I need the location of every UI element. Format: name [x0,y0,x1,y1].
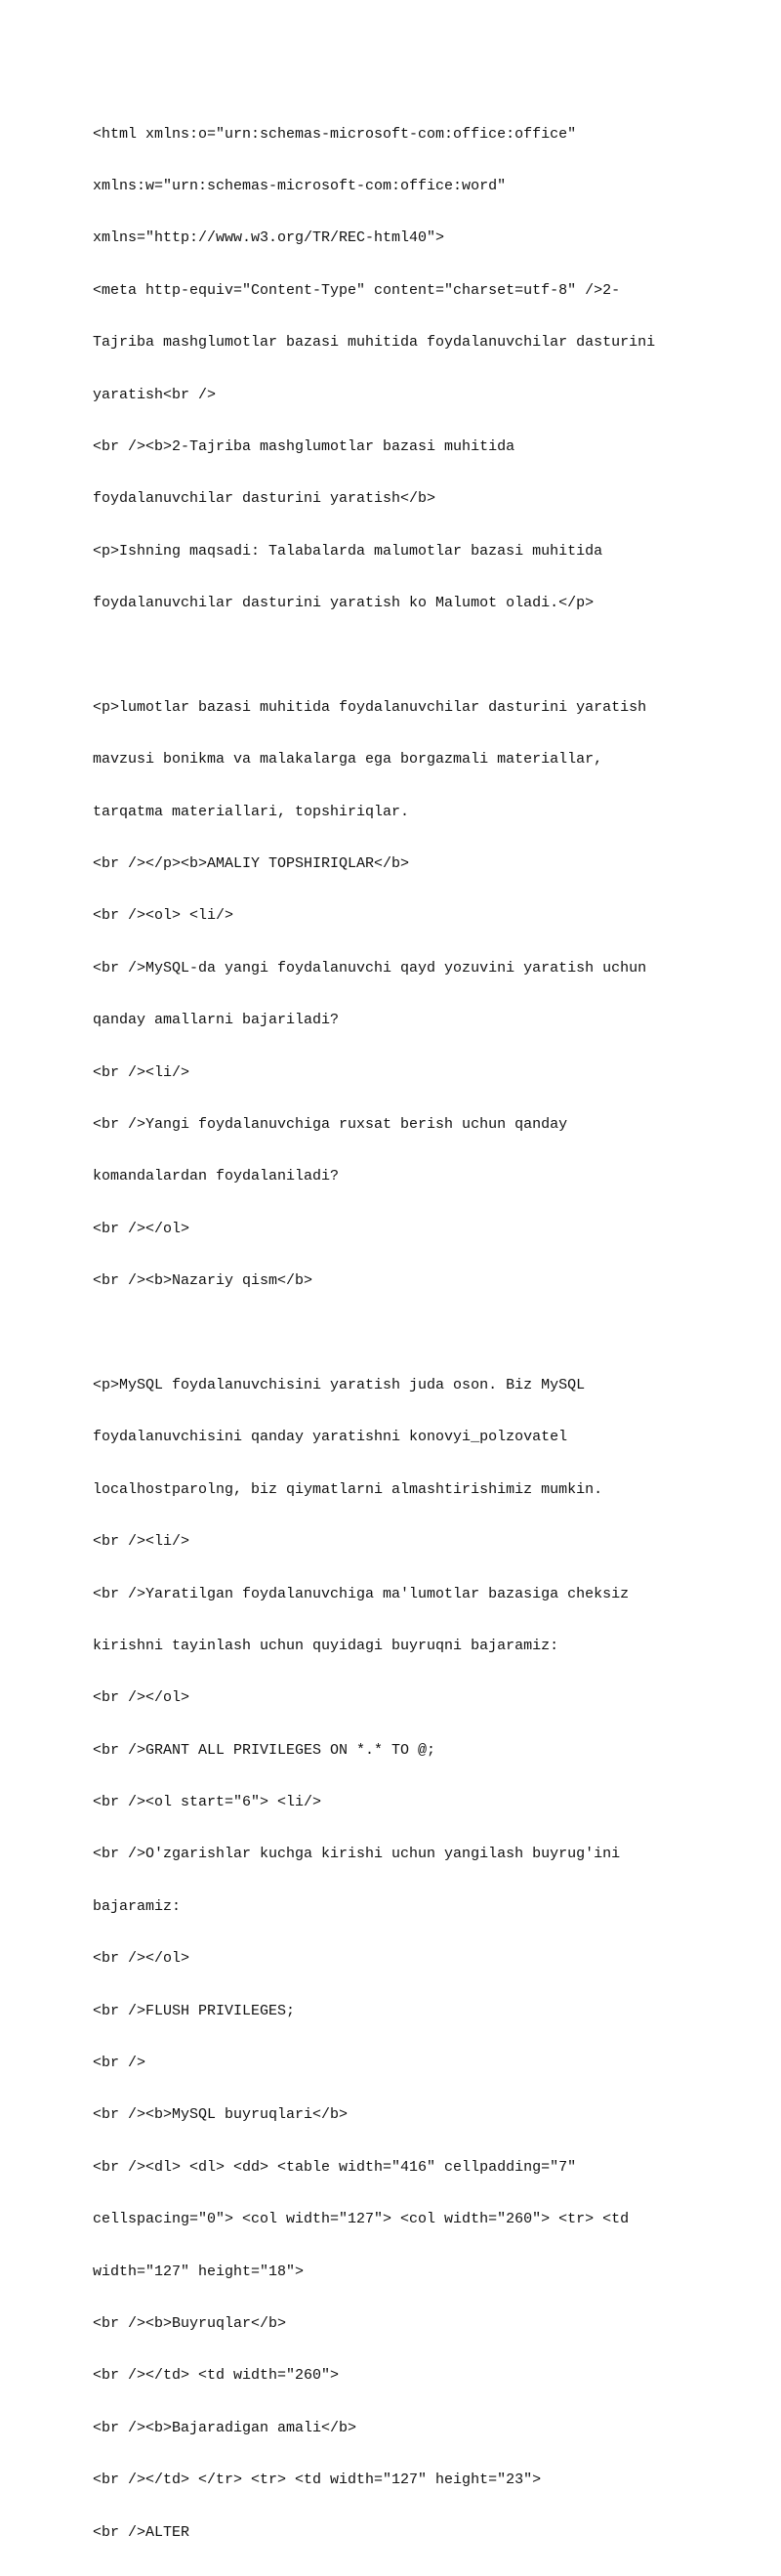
text-line: komandalardan foydalaniladi? [93,1168,340,1185]
blank-line [93,1325,718,1343]
text-line: <br /><ol> <li/> [93,907,234,925]
text-line: mavzusi bonikma va malakalarga ega borgazmali materiallar, [93,751,603,769]
text-line: foydalanuvchisini qanday yaratishni konovyi_polzovatel [93,1429,568,1446]
text-line: <br />GRANT ALL PRIVILEGES ON *.* TO @; [93,1741,436,1759]
text-line: localhostparolng, biz qiymatlarni almashtirishimiz mumkin. [93,1480,603,1498]
text-line: <br /><b>Nazariy qism</b> [93,1272,313,1290]
text-line: <br /></ol> [93,1950,190,1968]
text-line: cellspacing="0"> <col width="127"> <col width="260"> <tr> <td [93,2211,630,2228]
text-line: <br /></td> <td width="260"> [93,2367,340,2385]
text-line: <br />FLUSH PRIVILEGES; [93,2002,296,2019]
text-line: <br />Yangi foydalanuvchiga ruxsat berish uchun qanday [93,1116,568,1134]
text-line: <br /><dl> <dl> <dd> <table width="416" cellpadding="7" [93,2158,577,2176]
raw-html-text-block [93,91,718,2576]
text-line: <br /><b>Buyruqlar</b> [93,2315,287,2332]
text-line: <br /><b>Bajaradigan amali</b> [93,2419,357,2436]
text-line: qanday amallarni bajariladi? [93,1012,340,1029]
text-line: <p>MySQL foydalanuvchisini yaratish juda oson. Biz MySQL [93,1376,586,1393]
text-line: <br /></p><b>AMALIY TOPSHIRIQLAR</b> [93,855,410,873]
text-line: <br /><li/> [93,1533,190,1551]
text-line: xmlns="http://www.w3.org/TR/REC-html40"> [93,229,445,247]
text-line: foydalanuvchilar dasturini yaratish</b> [93,490,436,508]
text-line: <br />Yaratilgan foydalanuvchiga ma'lumotlar bazasiga cheksiz [93,1585,630,1602]
text-line: Tajriba mashglumotlar bazasi muhitida foydalanuvchilar dasturini [93,334,656,352]
text-line: width="127" height="18"> [93,2263,305,2280]
text-line: kirishni tayinlash uchun quyidagi buyruqni bajaramiz: [93,1637,559,1654]
text-line: <p>lumotlar bazasi muhitida foydalanuvchilar dasturini yaratish [93,698,647,716]
text-line: <p>Ishning maqsadi: Talabalarda malumotlar bazasi muhitida [93,542,603,560]
text-line: foydalanuvchilar dasturini yaratish ko Malumot oladi.</p> [93,595,595,612]
text-line: yaratish<br /> [93,386,217,403]
text-line: <br /><b>MySQL buyruqlari</b> [93,2106,349,2124]
text-line: <br />O'zgarishlar kuchga kirishi uchun yangilash buyrug'ini [93,1846,621,1863]
text-line: <br /><ol start="6"> <li/> [93,1794,322,1811]
text-line: <meta http-equiv="Content-Type" content="charset=utf-8" />2- [93,281,621,299]
text-line: <br />ALTER [93,2523,190,2541]
blank-line [93,647,718,665]
text-line: <br /></ol> [93,1689,190,1707]
text-line: <br /></ol> [93,1220,190,1237]
text-line: <br /> [93,2055,146,2072]
text-line: <br /></td> </tr> <tr> <td width="127" height="23"> [93,2472,542,2489]
text-line: <html xmlns:o="urn:schemas-microsoft-com:office:office" [93,125,577,143]
text-line: bajaramiz: [93,1897,182,1915]
text-line: tarqatma materiallari, topshiriqlar. [93,803,410,820]
text-line: <br />MySQL-da yangi foydalanuvchi qayd yozuvini yaratish uchun [93,959,647,976]
text-line: <br /><li/> [93,1063,190,1081]
text-line: xmlns:w="urn:schemas-microsoft-com:office:word" [93,177,507,194]
text-line: <br /><b>2-Tajriba mashglumotlar bazasi muhitida [93,437,515,455]
